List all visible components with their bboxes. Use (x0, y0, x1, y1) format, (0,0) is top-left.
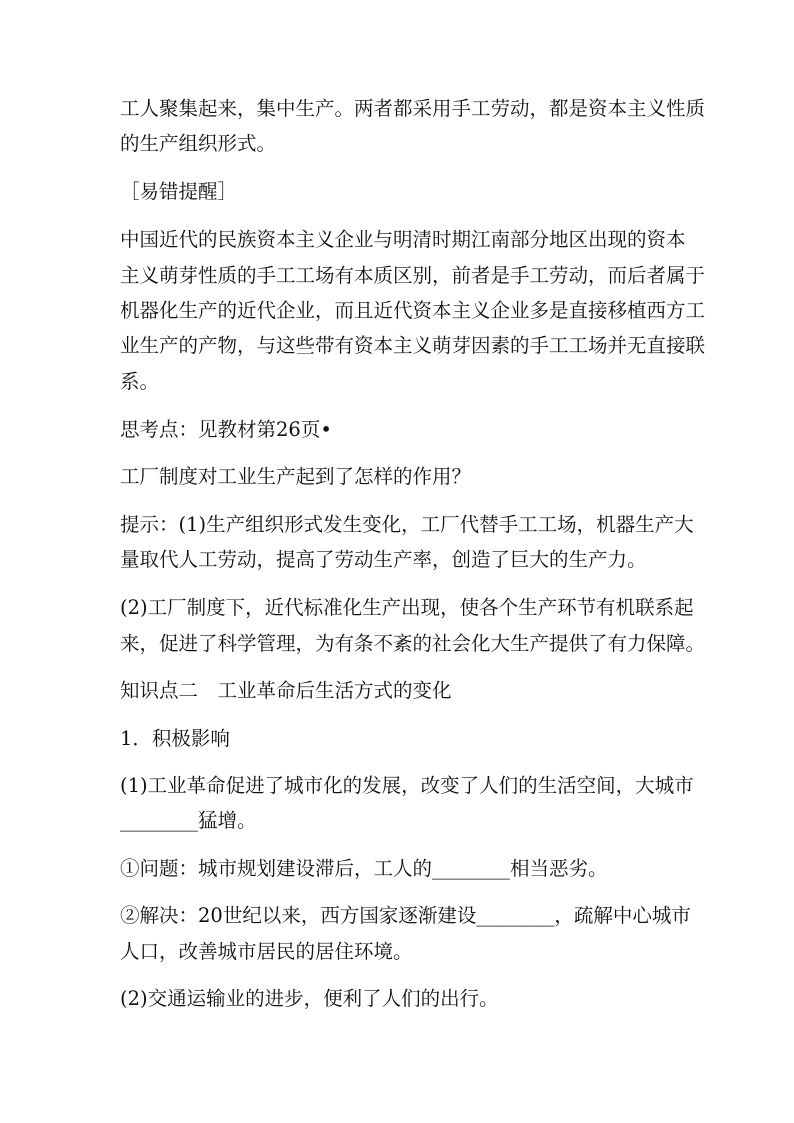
paragraph-line: 业生产的产物，与这些带有资本主义萌芽因素的手工工场并无直接联 (120, 334, 706, 357)
paragraph-line: 工人聚集起来，集中生产。两者都采用手工劳动，都是资本主义性质 (120, 97, 706, 120)
paragraph-line: 系。 (120, 370, 160, 393)
fill-blank-line: ①问题：城市规划建设滞后，工人的________相当恶劣。 (120, 857, 608, 880)
paragraph-line: 提示：(1)生产组织形式发生变化，工厂代替手工工场，机器生产大 (120, 513, 694, 536)
paragraph-line: 机器化生产的近代企业，而且近代资本主义企业多是直接移植西方工 (120, 299, 706, 322)
knowledge-point-heading: 知识点二 工业革命后生活方式的变化 (120, 679, 452, 702)
think-point-heading: 思考点：见教材第26页• (120, 418, 332, 441)
section-label: ［易错提醒］ (120, 180, 238, 203)
paragraph-line: 来，促进了科学管理，为有条不紊的社会化大生产提供了有力保障。 (120, 632, 706, 655)
paragraph-line: (1)工业革命促进了城市化的发展，改变了人们的生活空间，大城市 (120, 774, 694, 797)
paragraph-line: 量取代人工劳动，提高了劳动生产率，创造了巨大的生产力。 (120, 548, 647, 571)
subheading: 1．积极影响 (120, 727, 230, 750)
paragraph-line: 主义萌芽性质的手工工场有本质区别，前者是手工劳动，而后者属于 (120, 264, 706, 287)
fill-blank-line: ②解决：20世纪以来，西方国家逐渐建设________，疏解中心城市 (120, 904, 691, 927)
paragraph-line: 中国近代的民族资本主义企业与明清时期江南部分地区出现的资本 (120, 228, 686, 251)
fill-blank-line: ________猛增。 (120, 809, 257, 832)
paragraph-line: 的生产组织形式。 (120, 132, 277, 155)
paragraph-line: 人口，改善城市居民的居住环境。 (120, 940, 413, 963)
question-line: 工厂制度对工业生产起到了怎样的作用？ (120, 465, 472, 488)
paragraph-line: (2)工厂制度下，近代标准化生产出现，使各个生产环节有机联系起 (120, 596, 694, 619)
paragraph-line: (2)交通运输业的进步，便利了人们的出行。 (120, 987, 499, 1010)
